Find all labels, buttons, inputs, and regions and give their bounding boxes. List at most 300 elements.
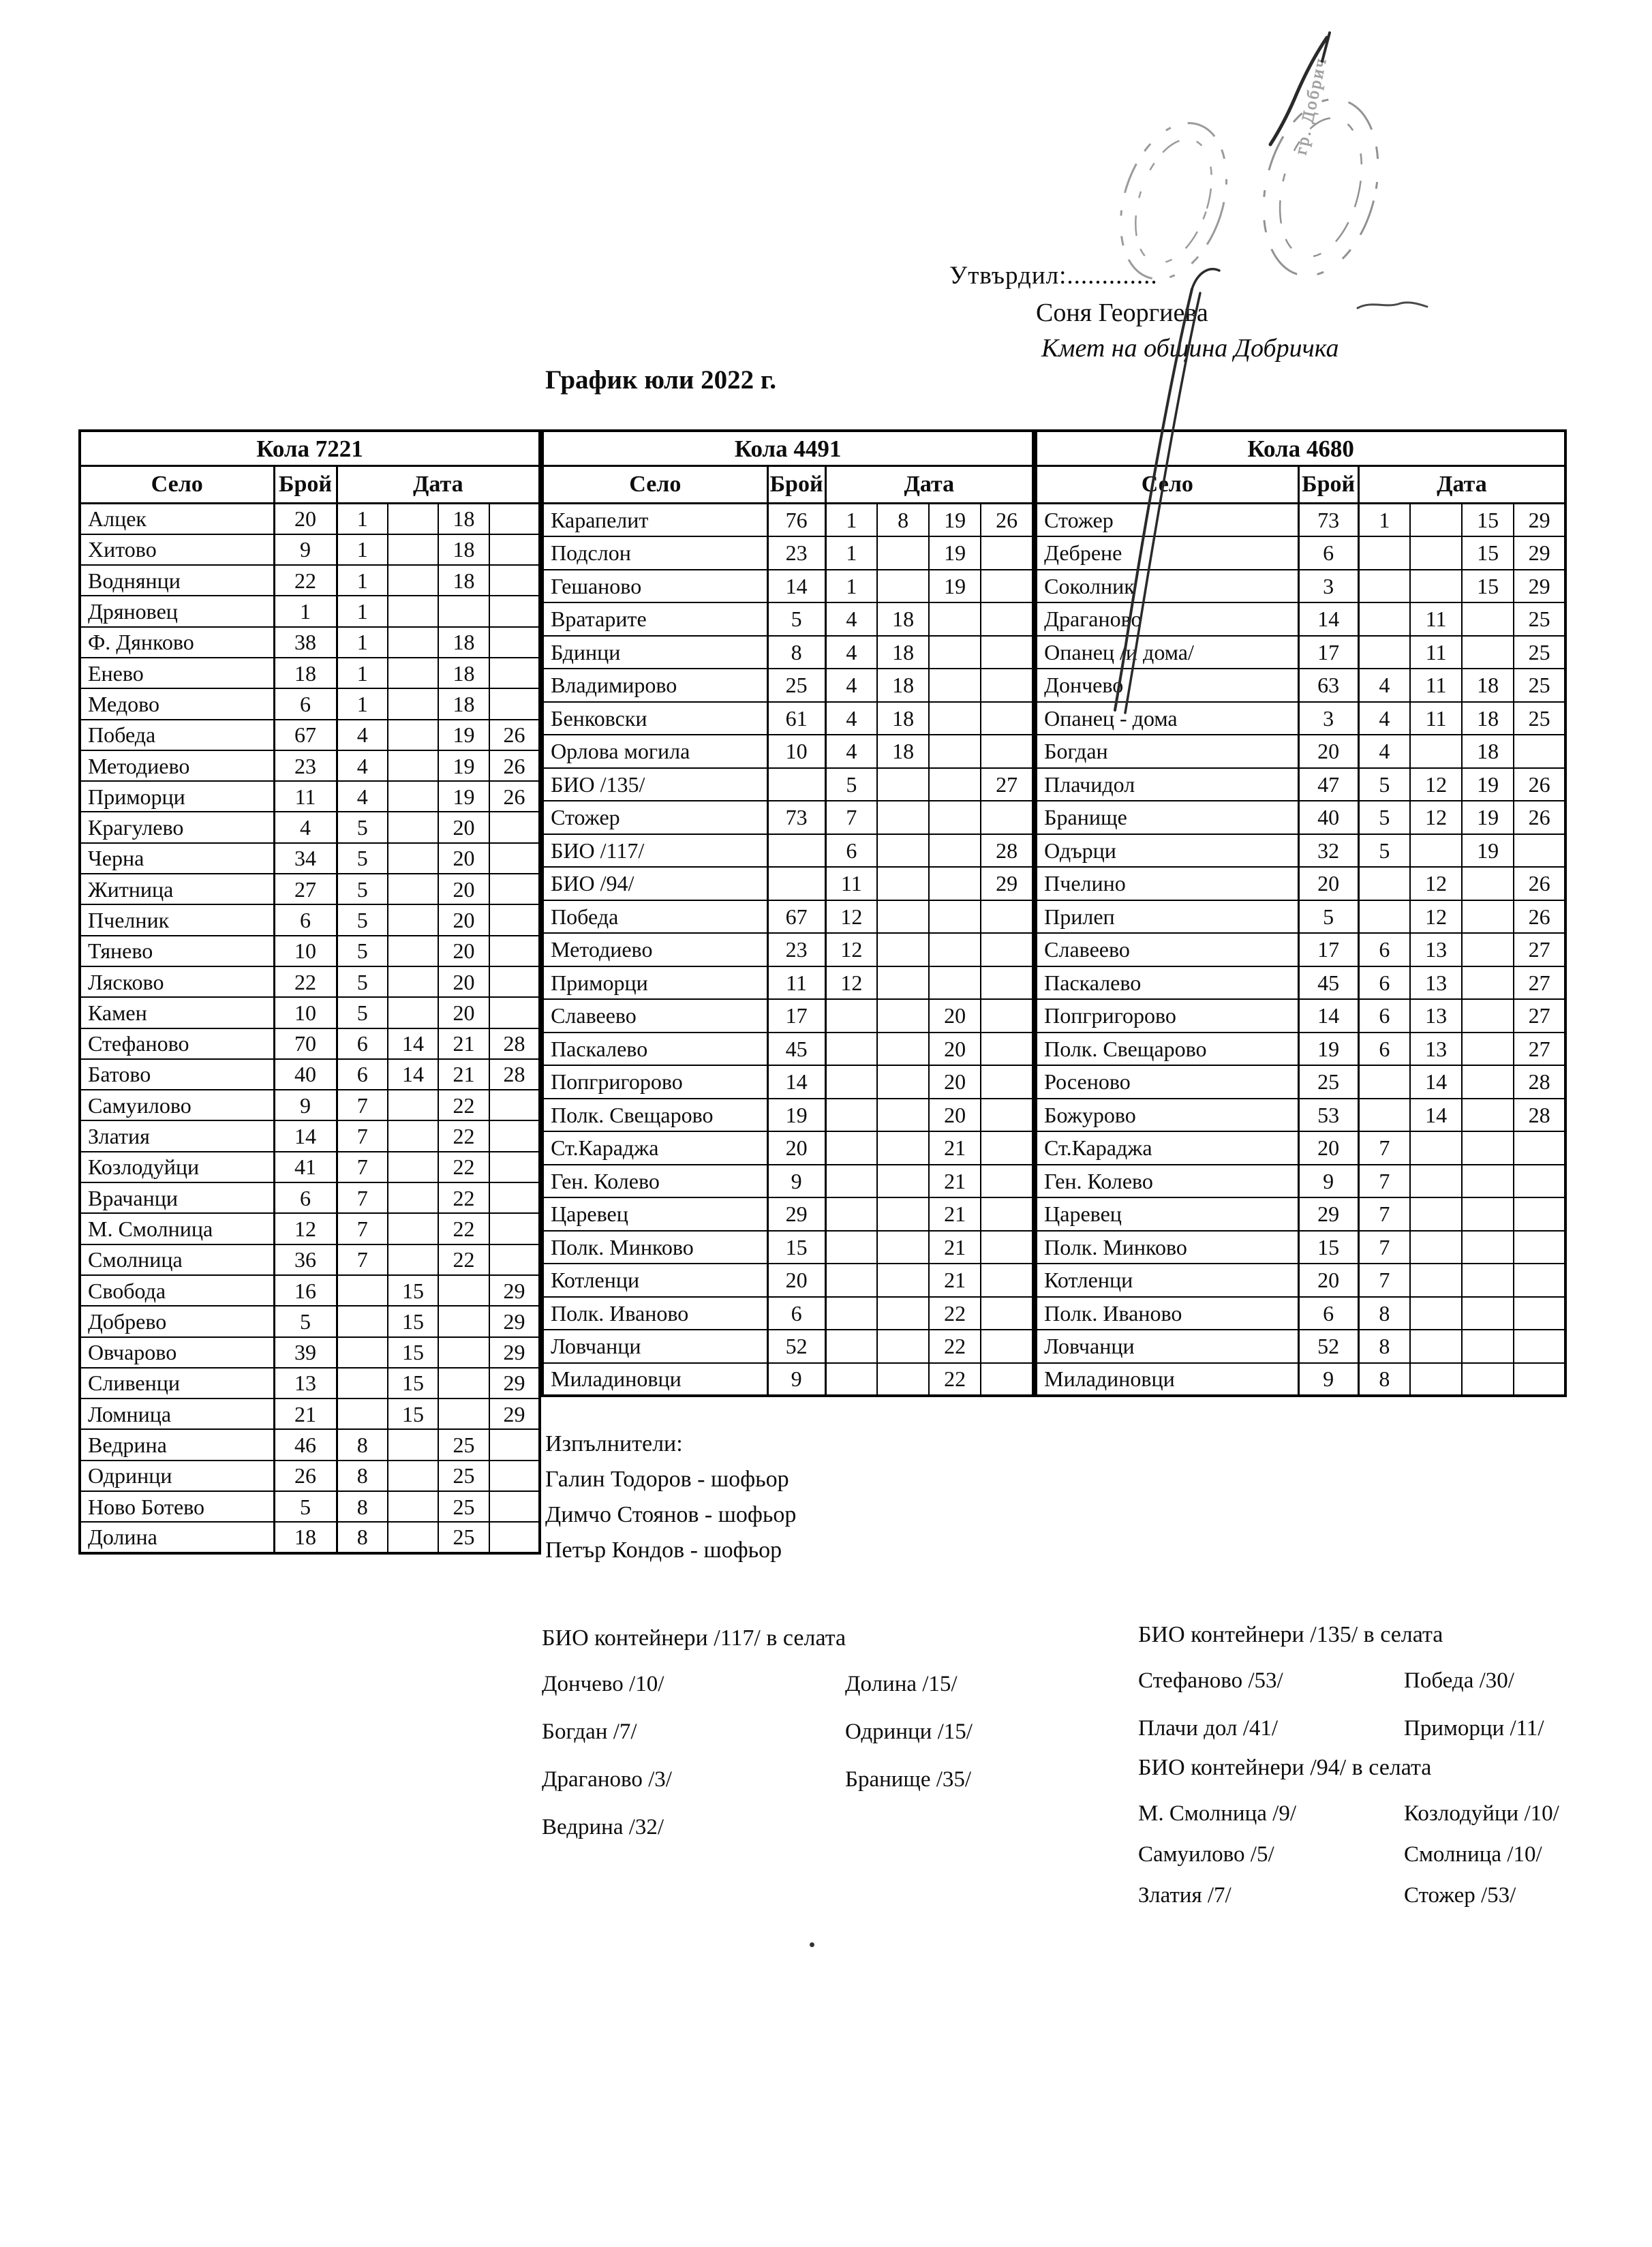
date-cell xyxy=(388,627,438,658)
date-cell xyxy=(981,602,1033,636)
village-cell: Котленци xyxy=(1036,1264,1298,1297)
date-cell xyxy=(1410,1165,1462,1198)
date-cell: 26 xyxy=(489,750,540,781)
table-row xyxy=(80,1244,540,1275)
date-cell: 18 xyxy=(1462,702,1514,735)
date-cell xyxy=(388,504,438,534)
date-cell xyxy=(877,900,929,934)
date-cell xyxy=(1358,900,1410,934)
date-cell xyxy=(388,1090,438,1120)
village-cell: Ведрина xyxy=(80,1429,274,1460)
count-cell: 9 xyxy=(1298,1165,1358,1198)
date-cell xyxy=(1358,1099,1410,1132)
date-cell: 27 xyxy=(981,768,1033,801)
bio-entry: Смолница /10/ xyxy=(1404,1842,1542,1867)
bio-note-title: БИО контейнери /117/ в селата xyxy=(542,1625,846,1651)
village-cell: Победа xyxy=(80,720,274,750)
count-cell: 20 xyxy=(274,504,337,534)
date-cell xyxy=(981,1297,1033,1330)
table-row xyxy=(542,1231,1033,1264)
date-cell: 13 xyxy=(1410,1033,1462,1066)
table-row xyxy=(542,1264,1033,1297)
table-row xyxy=(80,936,540,966)
village-cell: Царевец xyxy=(1036,1197,1298,1231)
count-cell: 1 xyxy=(274,596,337,626)
table-row xyxy=(542,801,1033,834)
date-cell xyxy=(877,933,929,966)
date-cell xyxy=(877,570,929,603)
date-cell xyxy=(929,966,981,1000)
count-cell: 67 xyxy=(274,720,337,750)
car-title: Кола 4491 xyxy=(542,431,1033,466)
date-cell xyxy=(877,1330,929,1363)
count-cell: 29 xyxy=(767,1197,825,1231)
date-cell: 1 xyxy=(825,504,877,537)
date-cell: 20 xyxy=(438,966,489,997)
village-cell: Самуилово xyxy=(80,1090,274,1120)
village-cell: Ново Ботево xyxy=(80,1491,274,1522)
date-cell: 7 xyxy=(337,1213,388,1244)
bio-entry: Самуилово /5/ xyxy=(1138,1842,1274,1867)
village-cell: Паскалево xyxy=(1036,966,1298,1000)
date-cell xyxy=(489,997,540,1028)
table-row xyxy=(80,1337,540,1368)
count-cell: 6 xyxy=(274,1182,337,1213)
date-cell xyxy=(825,1231,877,1264)
date-cell: 19 xyxy=(438,720,489,750)
table-row xyxy=(542,1131,1033,1165)
date-cell xyxy=(388,688,438,719)
bio-containers-135-note xyxy=(1138,1622,1561,1741)
count-cell: 10 xyxy=(767,735,825,768)
date-cell xyxy=(489,936,540,966)
column-header-date: Дата xyxy=(337,466,540,504)
village-cell: Славеево xyxy=(542,999,767,1033)
village-cell: Попгригорово xyxy=(542,1065,767,1099)
count-cell: 25 xyxy=(767,669,825,702)
village-cell: Методиево xyxy=(542,933,767,966)
date-cell: 15 xyxy=(388,1306,438,1336)
date-cell xyxy=(337,1337,388,1368)
date-cell xyxy=(1410,1264,1462,1297)
village-cell: Гешаново xyxy=(542,570,767,603)
village-cell: Одърци xyxy=(1036,834,1298,868)
date-cell xyxy=(1410,536,1462,570)
date-cell: 4 xyxy=(1358,669,1410,702)
village-cell: Бенковски xyxy=(542,702,767,735)
date-cell: 26 xyxy=(981,504,1033,537)
bio-note-title: БИО контейнери /94/ в селата xyxy=(1138,1755,1432,1780)
date-cell: 19 xyxy=(1462,768,1514,801)
count-cell: 20 xyxy=(1298,735,1358,768)
date-cell: 20 xyxy=(438,904,489,935)
executor-name: Петър Кондов - шофьор xyxy=(545,1538,782,1563)
count-cell: 32 xyxy=(1298,834,1358,868)
car-title: Кола 4680 xyxy=(1036,431,1565,466)
date-cell: 13 xyxy=(1410,966,1462,1000)
bio-entry: Дончево /10/ xyxy=(542,1672,664,1696)
village-cell: Житница xyxy=(80,874,274,904)
date-cell: 29 xyxy=(981,867,1033,900)
count-cell: 25 xyxy=(1298,1065,1358,1099)
schedule-tables xyxy=(78,429,1567,1555)
count-cell: 27 xyxy=(274,874,337,904)
village-cell: Дебрене xyxy=(1036,536,1298,570)
date-cell xyxy=(877,1197,929,1231)
count-cell: 14 xyxy=(767,570,825,603)
date-cell xyxy=(337,1398,388,1429)
date-cell: 12 xyxy=(1410,801,1462,834)
date-cell xyxy=(981,1033,1033,1066)
table-row xyxy=(80,1368,540,1398)
date-cell xyxy=(1462,1131,1514,1165)
village-cell: Царевец xyxy=(542,1197,767,1231)
count-cell: 6 xyxy=(1298,1297,1358,1330)
date-cell xyxy=(981,570,1033,603)
count-cell: 19 xyxy=(767,1099,825,1132)
village-cell: Ловчанци xyxy=(1036,1330,1298,1363)
date-cell: 28 xyxy=(981,834,1033,868)
count-cell: 5 xyxy=(274,1306,337,1336)
date-cell xyxy=(1514,1330,1565,1363)
date-cell xyxy=(489,966,540,997)
table-row xyxy=(1036,1197,1565,1231)
date-cell: 15 xyxy=(388,1398,438,1429)
date-cell: 27 xyxy=(1514,999,1565,1033)
date-cell: 15 xyxy=(1462,536,1514,570)
date-cell: 7 xyxy=(825,801,877,834)
table-row xyxy=(1036,1099,1565,1132)
date-cell xyxy=(981,702,1033,735)
date-cell: 19 xyxy=(438,750,489,781)
bio-entry: Златия /7/ xyxy=(1138,1883,1232,1908)
count-cell: 6 xyxy=(274,904,337,935)
date-cell: 4 xyxy=(337,781,388,812)
village-cell: Златия xyxy=(80,1120,274,1151)
village-cell: Стефаново xyxy=(80,1028,274,1059)
count-cell: 17 xyxy=(767,999,825,1033)
date-cell xyxy=(929,702,981,735)
date-cell xyxy=(489,1244,540,1275)
count-cell: 15 xyxy=(767,1231,825,1264)
date-cell xyxy=(929,768,981,801)
date-cell xyxy=(438,1368,489,1398)
count-cell: 70 xyxy=(274,1028,337,1059)
date-cell: 29 xyxy=(1514,504,1565,537)
count-cell: 18 xyxy=(274,1522,337,1553)
date-cell: 25 xyxy=(438,1491,489,1522)
date-cell: 20 xyxy=(929,1099,981,1132)
date-cell: 4 xyxy=(1358,735,1410,768)
table-row xyxy=(1036,768,1565,801)
village-cell: Владимирово xyxy=(542,669,767,702)
date-cell: 12 xyxy=(1410,900,1462,934)
count-cell: 63 xyxy=(1298,669,1358,702)
count-cell: 52 xyxy=(767,1330,825,1363)
count-cell: 36 xyxy=(274,1244,337,1275)
count-cell xyxy=(767,867,825,900)
date-cell: 14 xyxy=(1410,1065,1462,1099)
date-cell: 5 xyxy=(337,874,388,904)
date-cell xyxy=(438,1398,489,1429)
count-cell: 6 xyxy=(767,1297,825,1330)
date-cell: 5 xyxy=(337,812,388,842)
date-cell: 4 xyxy=(825,602,877,636)
date-cell: 25 xyxy=(1514,602,1565,636)
date-cell xyxy=(438,596,489,626)
bio-entry: Стожер /53/ xyxy=(1404,1883,1516,1908)
date-cell xyxy=(489,534,540,565)
village-cell: Долина xyxy=(80,1522,274,1553)
table-row xyxy=(542,702,1033,735)
count-cell: 53 xyxy=(1298,1099,1358,1132)
date-cell: 28 xyxy=(489,1028,540,1059)
date-cell: 22 xyxy=(438,1182,489,1213)
date-cell xyxy=(1462,1033,1514,1066)
village-cell: Медово xyxy=(80,688,274,719)
date-cell xyxy=(438,1337,489,1368)
count-cell: 9 xyxy=(1298,1363,1358,1396)
date-cell xyxy=(981,1330,1033,1363)
count-cell: 29 xyxy=(1298,1197,1358,1231)
date-cell xyxy=(489,1120,540,1151)
date-cell: 28 xyxy=(489,1059,540,1090)
date-cell: 18 xyxy=(438,658,489,688)
date-cell: 1 xyxy=(337,658,388,688)
count-cell: 45 xyxy=(767,1033,825,1066)
date-cell: 7 xyxy=(337,1152,388,1182)
date-cell xyxy=(489,1461,540,1491)
count-cell: 46 xyxy=(274,1429,337,1460)
date-cell xyxy=(825,1099,877,1132)
village-cell: Победа xyxy=(542,900,767,934)
date-cell: 5 xyxy=(337,936,388,966)
count-cell: 23 xyxy=(767,536,825,570)
date-cell xyxy=(825,1264,877,1297)
date-cell xyxy=(388,1461,438,1491)
date-cell xyxy=(1514,1165,1565,1198)
date-cell xyxy=(489,658,540,688)
table-row xyxy=(542,1033,1033,1066)
date-cell: 6 xyxy=(1358,1033,1410,1066)
count-cell xyxy=(767,768,825,801)
count-cell xyxy=(767,834,825,868)
count-cell: 9 xyxy=(274,1090,337,1120)
date-cell: 12 xyxy=(825,900,877,934)
date-cell: 25 xyxy=(438,1429,489,1460)
table-row xyxy=(542,636,1033,669)
count-cell: 67 xyxy=(767,900,825,934)
count-cell: 34 xyxy=(274,843,337,874)
date-cell xyxy=(929,834,981,868)
village-cell: Вратарите xyxy=(542,602,767,636)
date-cell xyxy=(929,636,981,669)
date-cell: 28 xyxy=(1514,1099,1565,1132)
date-cell xyxy=(825,1131,877,1165)
village-cell: Воднянци xyxy=(80,565,274,596)
count-cell: 11 xyxy=(274,781,337,812)
village-cell: Свобода xyxy=(80,1275,274,1306)
date-cell: 5 xyxy=(337,904,388,935)
date-cell xyxy=(489,812,540,842)
date-cell xyxy=(981,1165,1033,1198)
count-cell: 18 xyxy=(274,658,337,688)
table-row xyxy=(80,1491,540,1522)
date-cell xyxy=(388,1522,438,1553)
count-cell: 41 xyxy=(274,1152,337,1182)
village-cell: Смолница xyxy=(80,1244,274,1275)
village-cell: Дончево xyxy=(1036,669,1298,702)
village-cell: Котленци xyxy=(542,1264,767,1297)
date-cell: 7 xyxy=(337,1182,388,1213)
date-cell: 7 xyxy=(1358,1165,1410,1198)
date-cell: 20 xyxy=(438,843,489,874)
date-cell: 4 xyxy=(825,636,877,669)
table-row xyxy=(80,904,540,935)
table-row xyxy=(1036,900,1565,934)
village-cell: Полк. Свещарово xyxy=(542,1099,767,1132)
date-cell xyxy=(929,867,981,900)
village-cell: Славеево xyxy=(1036,933,1298,966)
count-cell: 16 xyxy=(274,1275,337,1306)
date-cell xyxy=(1462,1165,1514,1198)
table-row xyxy=(542,1297,1033,1330)
table-row xyxy=(80,1059,540,1090)
date-cell xyxy=(337,1275,388,1306)
date-cell: 22 xyxy=(438,1213,489,1244)
table-row xyxy=(1036,834,1565,868)
date-cell: 19 xyxy=(1462,834,1514,868)
date-cell: 25 xyxy=(438,1522,489,1553)
village-cell: Плачидол xyxy=(1036,768,1298,801)
village-cell: М. Смолница xyxy=(80,1213,274,1244)
date-cell: 1 xyxy=(337,688,388,719)
count-cell: 20 xyxy=(1298,1264,1358,1297)
date-cell xyxy=(388,966,438,997)
date-cell: 28 xyxy=(1514,1065,1565,1099)
table-row xyxy=(542,602,1033,636)
table-row xyxy=(542,1099,1033,1132)
date-cell xyxy=(1410,1330,1462,1363)
column-header-village: Село xyxy=(542,466,767,504)
table-row xyxy=(1036,570,1565,603)
count-cell: 9 xyxy=(767,1363,825,1396)
table-row xyxy=(1036,536,1565,570)
bio-entry: Ведрина /32/ xyxy=(542,1815,664,1839)
date-cell: 12 xyxy=(825,966,877,1000)
village-cell: Ген. Колево xyxy=(542,1165,767,1198)
scan-speckle xyxy=(810,1942,814,1947)
count-cell: 3 xyxy=(1298,702,1358,735)
table-row xyxy=(80,534,540,565)
date-cell xyxy=(489,688,540,719)
count-cell: 23 xyxy=(767,933,825,966)
date-cell: 11 xyxy=(1410,636,1462,669)
village-cell: БИО /135/ xyxy=(542,768,767,801)
date-cell xyxy=(388,565,438,596)
date-cell: 18 xyxy=(438,688,489,719)
date-cell xyxy=(489,565,540,596)
date-cell: 5 xyxy=(1358,834,1410,868)
date-cell xyxy=(877,1165,929,1198)
date-cell: 26 xyxy=(1514,867,1565,900)
village-cell: Методиево xyxy=(80,750,274,781)
table-row xyxy=(1036,867,1565,900)
table-row xyxy=(542,834,1033,868)
table-row xyxy=(542,669,1033,702)
date-cell: 25 xyxy=(1514,636,1565,669)
village-cell: Миладиновци xyxy=(1036,1363,1298,1396)
date-cell: 7 xyxy=(1358,1131,1410,1165)
date-cell xyxy=(877,1131,929,1165)
village-cell: Приморци xyxy=(80,781,274,812)
table-row xyxy=(1036,801,1565,834)
table-row xyxy=(542,735,1033,768)
date-cell xyxy=(1462,1065,1514,1099)
count-cell: 61 xyxy=(767,702,825,735)
date-cell xyxy=(825,1330,877,1363)
date-cell: 29 xyxy=(489,1337,540,1368)
table-row xyxy=(80,1213,540,1244)
date-cell: 19 xyxy=(929,504,981,537)
date-cell: 5 xyxy=(825,768,877,801)
village-cell: Врачанци xyxy=(80,1182,274,1213)
date-cell xyxy=(981,636,1033,669)
village-cell: Опанец /и дома/ xyxy=(1036,636,1298,669)
date-cell: 21 xyxy=(929,1131,981,1165)
village-cell: Хитово xyxy=(80,534,274,565)
date-cell: 18 xyxy=(877,702,929,735)
date-cell xyxy=(489,1491,540,1522)
date-cell: 18 xyxy=(1462,735,1514,768)
date-cell xyxy=(388,874,438,904)
date-cell: 20 xyxy=(438,812,489,842)
date-cell: 15 xyxy=(388,1368,438,1398)
table-row xyxy=(80,812,540,842)
bio-entry: Плачи дол /41/ xyxy=(1138,1716,1279,1741)
date-cell xyxy=(388,936,438,966)
bio-entry: Победа /30/ xyxy=(1404,1668,1514,1693)
date-cell: 22 xyxy=(438,1090,489,1120)
table-row xyxy=(1036,933,1565,966)
count-cell: 6 xyxy=(274,688,337,719)
count-cell: 4 xyxy=(274,812,337,842)
schedule-table-kola-4491 xyxy=(541,429,1035,1397)
table-row xyxy=(1036,1330,1565,1363)
village-cell: Лясково xyxy=(80,966,274,997)
village-cell: Стожер xyxy=(542,801,767,834)
date-cell: 20 xyxy=(438,997,489,1028)
village-cell: Миладиновци xyxy=(542,1363,767,1396)
table-row xyxy=(1036,1065,1565,1099)
date-cell: 15 xyxy=(388,1337,438,1368)
table-row xyxy=(1036,669,1565,702)
date-cell: 15 xyxy=(1462,570,1514,603)
date-cell xyxy=(1514,1131,1565,1165)
bio-entry: М. Смолница /9/ xyxy=(1138,1801,1296,1826)
date-cell xyxy=(1462,1099,1514,1132)
table-row xyxy=(542,900,1033,934)
date-cell: 7 xyxy=(337,1244,388,1275)
table-row xyxy=(80,658,540,688)
date-cell: 7 xyxy=(1358,1197,1410,1231)
date-cell xyxy=(877,1363,929,1396)
date-cell xyxy=(929,669,981,702)
date-cell: 11 xyxy=(1410,669,1462,702)
date-cell xyxy=(1462,1297,1514,1330)
table-row xyxy=(1036,1297,1565,1330)
count-cell: 20 xyxy=(767,1264,825,1297)
